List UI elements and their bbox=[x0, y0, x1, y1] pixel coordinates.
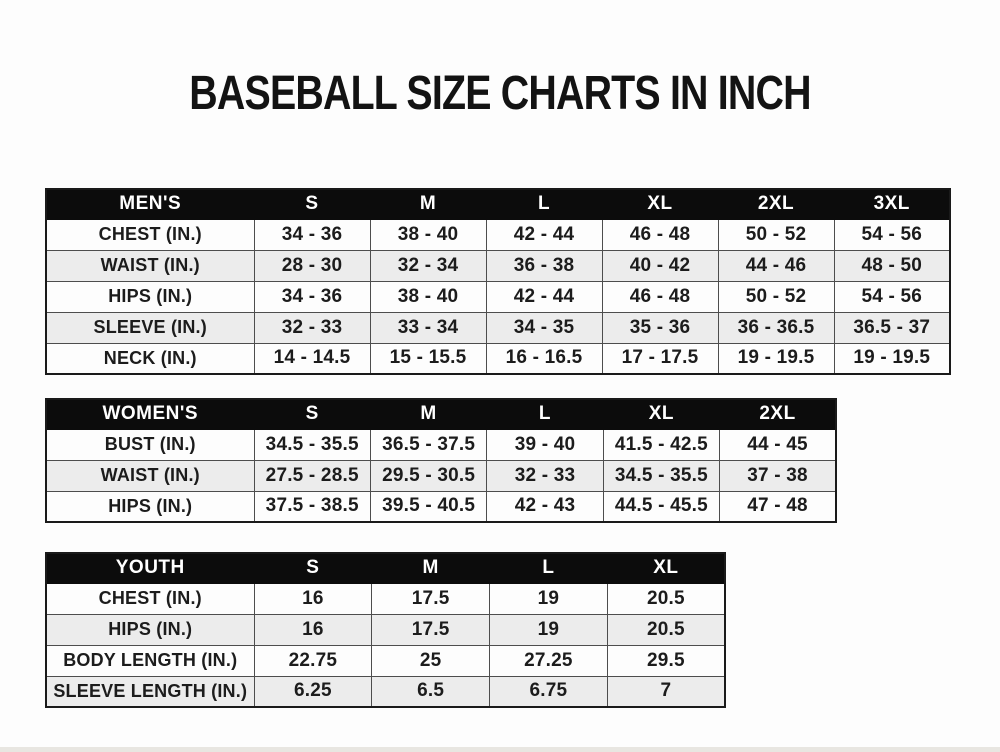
size-cell: 39 - 40 bbox=[487, 429, 603, 460]
col-header-s: S bbox=[254, 553, 372, 583]
size-cell: 54 - 56 bbox=[834, 281, 950, 312]
size-cell: 19 bbox=[490, 583, 608, 614]
size-cell: 32 - 33 bbox=[487, 460, 603, 491]
size-cell: 16 - 16.5 bbox=[486, 343, 602, 374]
size-cell: 37.5 - 38.5 bbox=[254, 491, 370, 522]
col-header-2xl: 2XL bbox=[718, 189, 834, 219]
page-title: BASEBALL SIZE CHARTS IN INCH bbox=[189, 67, 811, 120]
size-cell: 46 - 48 bbox=[602, 219, 718, 250]
size-cell: 16 bbox=[254, 614, 372, 645]
size-table-mens bbox=[45, 188, 951, 375]
size-cell: 6.5 bbox=[372, 676, 490, 707]
size-cell: 35 - 36 bbox=[602, 312, 718, 343]
size-cell: 36.5 - 37.5 bbox=[370, 429, 486, 460]
table-row bbox=[46, 312, 950, 343]
size-cell: 19 bbox=[490, 614, 608, 645]
col-header-m: M bbox=[370, 399, 486, 429]
size-cell: 27.25 bbox=[490, 645, 608, 676]
size-table-womens bbox=[45, 398, 837, 523]
size-cell: 33 - 34 bbox=[370, 312, 486, 343]
size-cell: 34.5 - 35.5 bbox=[254, 429, 370, 460]
table-row bbox=[46, 250, 950, 281]
size-cell: 28 - 30 bbox=[254, 250, 370, 281]
row-label: HIPS (IN.) bbox=[46, 614, 254, 645]
col-header-m: M bbox=[370, 189, 486, 219]
size-cell: 42 - 44 bbox=[486, 281, 602, 312]
row-label: SLEEVE LENGTH (IN.) bbox=[46, 676, 254, 707]
size-cell: 44 - 45 bbox=[720, 429, 836, 460]
col-header-s: S bbox=[254, 189, 370, 219]
size-cell: 32 - 34 bbox=[370, 250, 486, 281]
col-header-xl: XL bbox=[603, 399, 719, 429]
header-row-youth bbox=[46, 553, 725, 583]
table-row bbox=[46, 219, 950, 250]
size-table-youth bbox=[45, 552, 726, 708]
size-cell: 38 - 40 bbox=[370, 219, 486, 250]
size-cell: 50 - 52 bbox=[718, 281, 834, 312]
size-cell: 42 - 44 bbox=[486, 219, 602, 250]
size-cell: 47 - 48 bbox=[720, 491, 836, 522]
row-label: CHEST (IN.) bbox=[46, 219, 254, 250]
row-label: BUST (IN.) bbox=[46, 429, 254, 460]
size-cell: 37 - 38 bbox=[720, 460, 836, 491]
size-cell: 6.75 bbox=[490, 676, 608, 707]
size-cell: 42 - 43 bbox=[487, 491, 603, 522]
size-cell: 50 - 52 bbox=[718, 219, 834, 250]
row-label: HIPS (IN.) bbox=[46, 281, 254, 312]
size-cell: 54 - 56 bbox=[834, 219, 950, 250]
row-label: SLEEVE (IN.) bbox=[46, 312, 254, 343]
row-label: CHEST (IN.) bbox=[46, 583, 254, 614]
header-row-mens bbox=[46, 189, 950, 219]
size-cell: 19 - 19.5 bbox=[718, 343, 834, 374]
col-header-l: L bbox=[486, 189, 602, 219]
size-cell: 44.5 - 45.5 bbox=[603, 491, 719, 522]
size-cell: 34 - 36 bbox=[254, 281, 370, 312]
size-cell: 14 - 14.5 bbox=[254, 343, 370, 374]
size-cell: 46 - 48 bbox=[602, 281, 718, 312]
row-label: WAIST (IN.) bbox=[46, 460, 254, 491]
size-cell: 32 - 33 bbox=[254, 312, 370, 343]
footer-strip bbox=[0, 747, 1000, 752]
size-cell: 38 - 40 bbox=[370, 281, 486, 312]
table-row bbox=[46, 429, 836, 460]
size-cell: 48 - 50 bbox=[834, 250, 950, 281]
size-cell: 16 bbox=[254, 583, 372, 614]
col-header-l: L bbox=[487, 399, 603, 429]
size-cell: 44 - 46 bbox=[718, 250, 834, 281]
table-row bbox=[46, 583, 725, 614]
col-header-m: M bbox=[372, 553, 490, 583]
col-header-3xl: 3XL bbox=[834, 189, 950, 219]
size-cell: 36 - 36.5 bbox=[718, 312, 834, 343]
group-header-mens: MEN'S bbox=[46, 189, 254, 219]
table-row bbox=[46, 676, 725, 707]
row-label: WAIST (IN.) bbox=[46, 250, 254, 281]
size-cell: 41.5 - 42.5 bbox=[603, 429, 719, 460]
size-cell: 29.5 bbox=[607, 645, 725, 676]
table-row bbox=[46, 614, 725, 645]
size-cell: 19 - 19.5 bbox=[834, 343, 950, 374]
table-row bbox=[46, 460, 836, 491]
size-cell: 17.5 bbox=[372, 614, 490, 645]
table-row bbox=[46, 491, 836, 522]
size-cell: 39.5 - 40.5 bbox=[370, 491, 486, 522]
col-header-s: S bbox=[254, 399, 370, 429]
size-cell: 34.5 - 35.5 bbox=[603, 460, 719, 491]
size-cell: 7 bbox=[607, 676, 725, 707]
size-cell: 20.5 bbox=[607, 614, 725, 645]
size-cell: 6.25 bbox=[254, 676, 372, 707]
size-cell: 25 bbox=[372, 645, 490, 676]
row-label: HIPS (IN.) bbox=[46, 491, 254, 522]
size-cell: 29.5 - 30.5 bbox=[370, 460, 486, 491]
size-cell: 40 - 42 bbox=[602, 250, 718, 281]
group-header-youth: YOUTH bbox=[46, 553, 254, 583]
col-header-l: L bbox=[490, 553, 608, 583]
size-cell: 20.5 bbox=[607, 583, 725, 614]
size-cell: 17.5 bbox=[372, 583, 490, 614]
table-row bbox=[46, 281, 950, 312]
group-header-womens: WOMEN'S bbox=[46, 399, 254, 429]
size-cell: 22.75 bbox=[254, 645, 372, 676]
header-row-womens bbox=[46, 399, 836, 429]
size-cell: 15 - 15.5 bbox=[370, 343, 486, 374]
table-row bbox=[46, 645, 725, 676]
table-row bbox=[46, 343, 950, 374]
col-header-2xl: 2XL bbox=[720, 399, 836, 429]
size-cell: 34 - 36 bbox=[254, 219, 370, 250]
size-cell: 36 - 38 bbox=[486, 250, 602, 281]
size-cell: 17 - 17.5 bbox=[602, 343, 718, 374]
col-header-xl: XL bbox=[602, 189, 718, 219]
row-label: NECK (IN.) bbox=[46, 343, 254, 374]
size-cell: 36.5 - 37 bbox=[834, 312, 950, 343]
size-cell: 27.5 - 28.5 bbox=[254, 460, 370, 491]
row-label: BODY LENGTH (IN.) bbox=[46, 645, 254, 676]
col-header-xl: XL bbox=[607, 553, 725, 583]
size-cell: 34 - 35 bbox=[486, 312, 602, 343]
